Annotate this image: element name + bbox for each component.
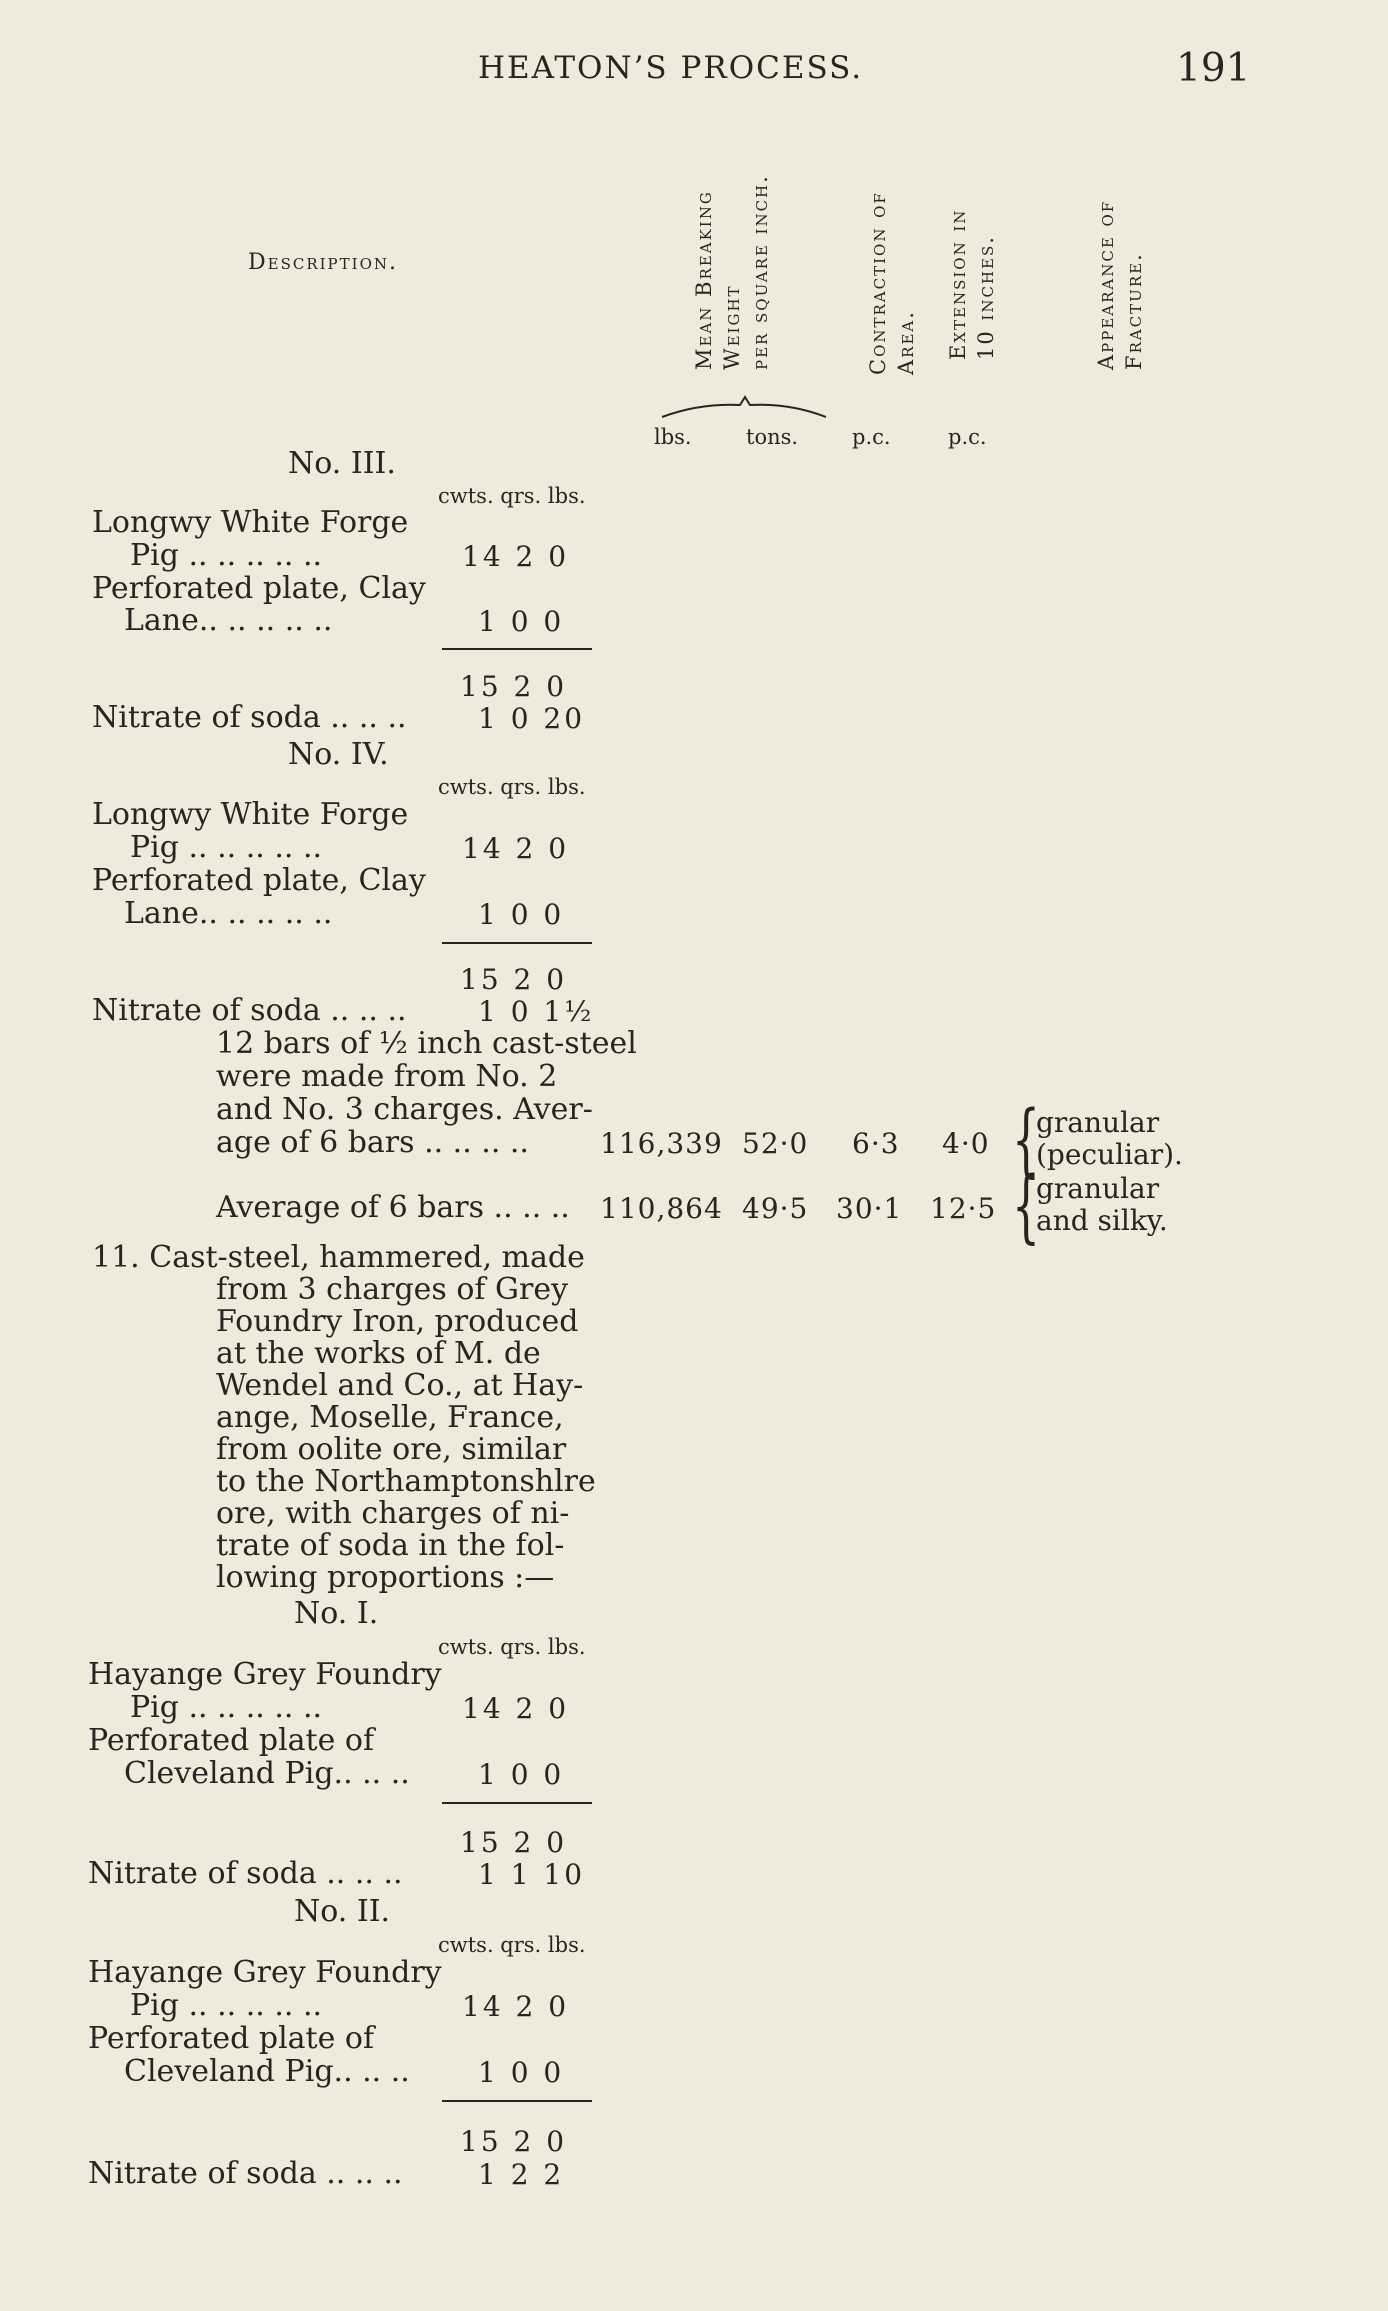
plate-line1-iii: Perforated plate, Clay [92,571,426,606]
sum-rule-i [442,1802,592,1804]
row1-lbs: 116,339 [600,1127,723,1160]
nitrate-label-i: Nitrate of soda .. .. .. [88,1856,403,1891]
heading-no-ii: No. II. [294,1894,391,1929]
hayange-line1-ii: Hayange Grey Foundry [88,1955,442,1990]
nitrate-label-ii: Nitrate of soda .. .. .. [88,2156,403,2191]
row2-fracture-1: granular [1036,1172,1160,1205]
intro-7: from oolite ore, similar [216,1432,567,1467]
total-iv: 15 2 0 [460,963,568,996]
row1-contraction: 6·3 [852,1127,900,1160]
plate-line2-iii: Lane.. .. .. .. .. [124,603,333,638]
running-title: HEATON’S PROCESS. [478,50,864,86]
bars-text-2: were made from No. 2 [216,1059,558,1094]
hayange-line2-i: Pig .. .. .. .. .. [130,1690,323,1725]
bars-text-4: age of 6 bars .. .. .. .. [216,1125,529,1160]
intro-2: from 3 charges of Grey [216,1272,569,1307]
col-contraction [864,155,920,375]
total-ii: 15 2 0 [460,2125,568,2158]
heading-no-iv: No. IV. [288,737,389,772]
intro-10: trate of soda in the fol- [216,1528,565,1563]
plate-value-ii: 1 0 0 [478,2056,565,2089]
plate-line2-i: Cleveland Pig.. .. .. [124,1756,410,1791]
unit-pc-2: p.c. [948,425,987,449]
nitrate-value-iv: 1 0 1½ [478,995,595,1028]
row1-tons: 52·0 [742,1127,809,1160]
plate-value-iii: 1 0 0 [478,605,565,638]
plate-value-iv: 1 0 0 [478,898,565,931]
intro-11: lowing proportions :— [216,1560,555,1595]
hayange-value-ii: 14 2 0 [462,1990,570,2023]
row2-lbs: 110,864 [600,1192,723,1225]
longwy-value-iii: 14 2 0 [462,540,570,573]
col-mean-breaking [690,150,774,370]
units-no-iii: cwts. qrs. lbs. [438,484,586,508]
col-extension-l1: Extension in [946,208,970,360]
col-appearance-l2: Fracture. [1122,252,1146,370]
bars-text-1: 12 bars of ½ inch cast-steel [216,1026,637,1061]
intro-9: ore, with charges of ni- [216,1496,570,1531]
row2-extension: 12·5 [930,1192,997,1225]
hayange-line2-ii: Pig .. .. .. .. .. [130,1988,323,2023]
longwy-line2-iv: Pig .. .. .. .. .. [130,830,323,865]
plate-line1-ii: Perforated plate of [88,2021,375,2056]
row2-fracture-2: and silky. [1036,1204,1168,1237]
unit-lbs: lbs. [654,425,692,449]
col-appearance-l1: Appearance of [1094,199,1118,370]
col-mean-breaking-l1: Mean Breaking [692,190,716,370]
col-contraction-l1: Contraction of [866,191,890,375]
col-extension-l2: 10 inches. [974,235,998,360]
row2-label: Average of 6 bars .. .. .. [216,1190,570,1225]
row2-brace: { [1012,1159,1040,1252]
col-mean-breaking-l2: Weight [720,284,744,370]
plate-value-i: 1 0 0 [478,1758,565,1791]
row2-tons: 49·5 [742,1192,809,1225]
heading-no-iii: No. III. [288,446,396,481]
total-iii: 15 2 0 [460,670,568,703]
bars-text-3: and No. 3 charges. Aver- [216,1092,593,1127]
col-description: Description. [248,250,398,275]
longwy-line1-iv: Longwy White Forge [92,797,409,832]
page-number: 191 [1176,46,1251,91]
longwy-line1-iii: Longwy White Forge [92,505,409,540]
col-appearance [1092,165,1148,370]
row1-fracture-1: granular [1036,1106,1160,1139]
intro-5: Wendel and Co., at Hay- [216,1368,584,1403]
total-i: 15 2 0 [460,1826,568,1859]
sum-rule-ii [442,2100,592,2102]
unit-tons: tons. [746,425,799,449]
nitrate-value-ii: 1 2 2 [478,2158,565,2191]
row1-extension: 4·0 [942,1127,990,1160]
intro-6: ange, Moselle, France, [216,1400,564,1435]
units-bracket [660,395,830,425]
nitrate-value-iii: 1 0 20 [478,702,586,735]
longwy-value-iv: 14 2 0 [462,832,570,865]
intro-1: 11. Cast-steel, hammered, made [92,1240,585,1275]
hayange-line1-i: Hayange Grey Foundry [88,1657,442,1692]
sum-rule-iv [442,942,592,944]
col-contraction-l2: Area. [894,310,918,375]
hayange-value-i: 14 2 0 [462,1692,570,1725]
units-no-i: cwts. qrs. lbs. [438,1635,586,1659]
intro-3: Foundry Iron, produced [216,1304,579,1339]
nitrate-label-iii: Nitrate of soda .. .. .. [92,700,407,735]
col-extension [944,175,1000,360]
plate-line1-iv: Perforated plate, Clay [92,863,426,898]
nitrate-label-iv: Nitrate of soda .. .. .. [92,993,407,1028]
units-no-iv: cwts. qrs. lbs. [438,775,586,799]
plate-line2-ii: Cleveland Pig.. .. .. [124,2054,410,2089]
units-no-ii: cwts. qrs. lbs. [438,1933,586,1957]
row1-brace: { [1012,1093,1040,1186]
nitrate-value-i: 1 1 10 [478,1858,586,1891]
heading-no-i: No. I. [294,1596,379,1631]
row2-contraction: 30·1 [836,1192,903,1225]
intro-4: at the works of M. de [216,1336,541,1371]
intro-8: to the Northamptonshlre [216,1464,596,1499]
row1-fracture-2: (peculiar). [1036,1138,1183,1171]
sum-rule-iii [442,648,592,650]
plate-line1-i: Perforated plate of [88,1723,375,1758]
col-mean-breaking-l3: per square inch. [748,174,772,370]
plate-line2-iv: Lane.. .. .. .. .. [124,896,333,931]
unit-pc-1: p.c. [852,425,891,449]
longwy-line2-iii: Pig .. .. .. .. .. [130,538,323,573]
